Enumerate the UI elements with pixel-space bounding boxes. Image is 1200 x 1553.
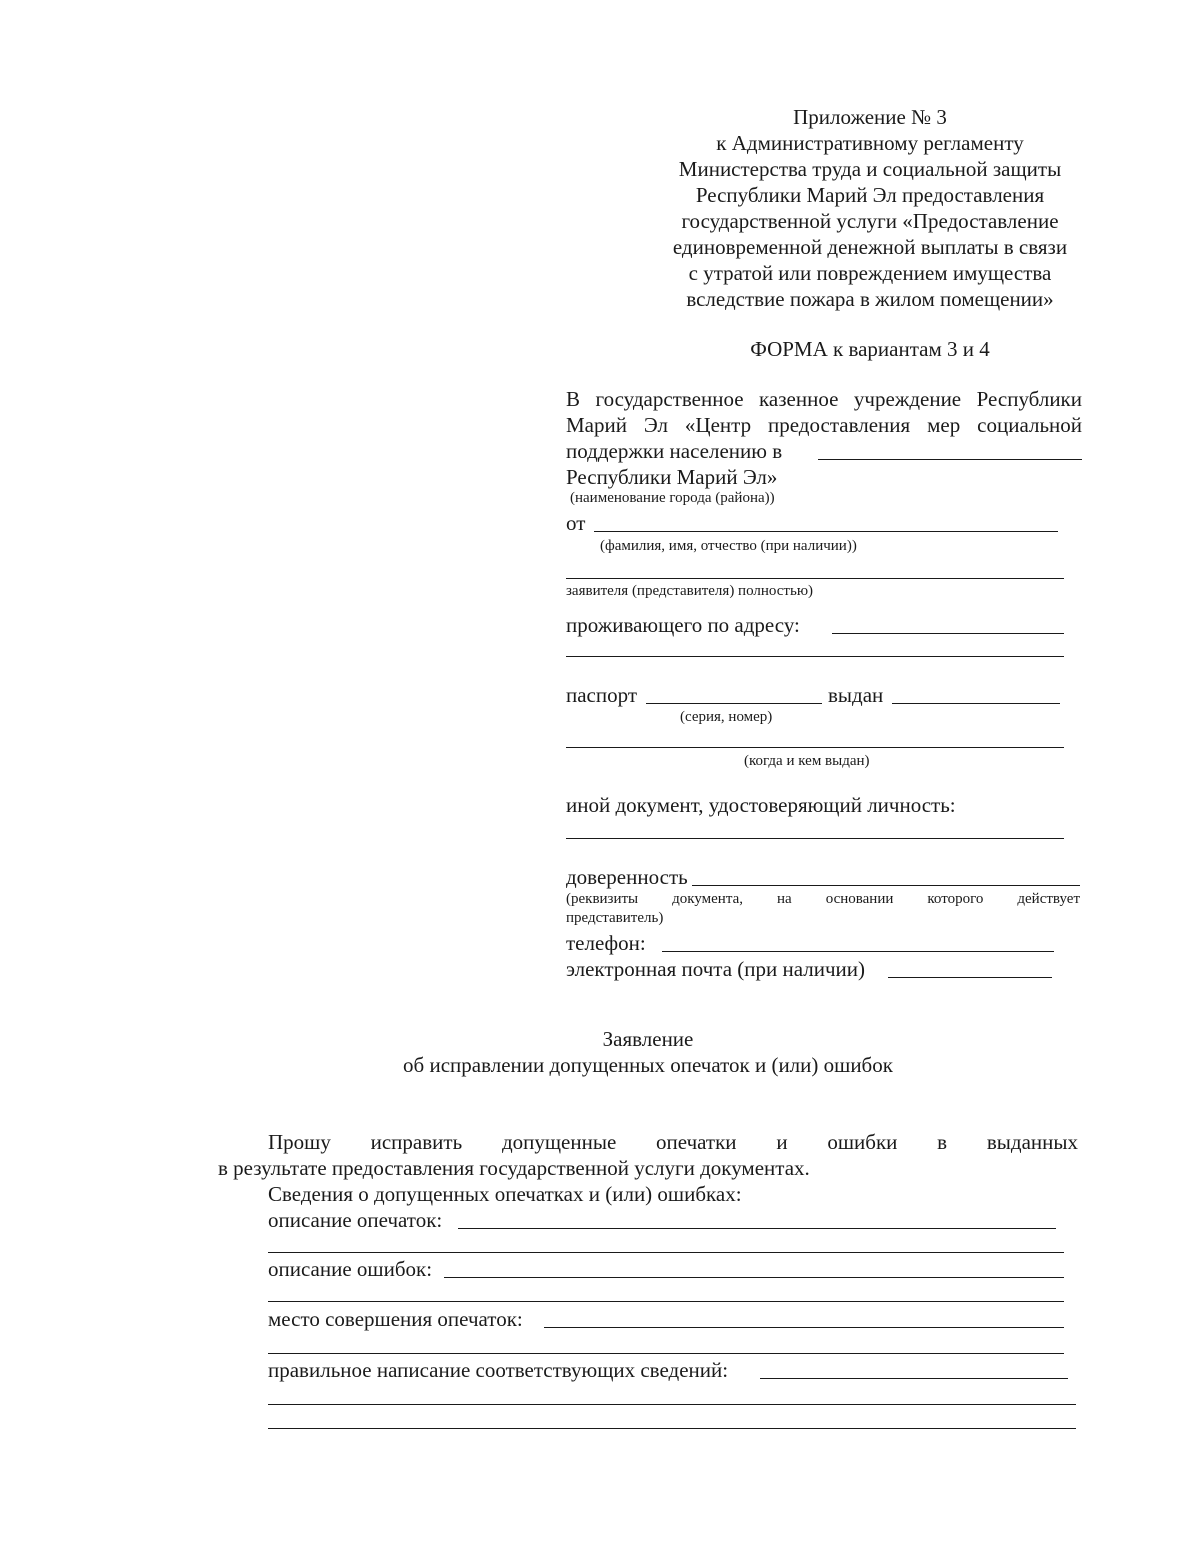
fio-caption: (фамилия, имя, отчество (при наличии)) — [600, 538, 857, 554]
other-doc-label: иной документ, удостоверяющий личность: — [566, 793, 956, 817]
errors-field-line[interactable] — [444, 1277, 1064, 1278]
when-caption: (когда и кем выдан) — [744, 753, 870, 769]
proxy-caption-2: представитель) — [566, 910, 664, 926]
phone-field-line[interactable] — [662, 951, 1054, 952]
applicant-field-line[interactable] — [566, 578, 1064, 579]
email-field-line[interactable] — [888, 977, 1052, 978]
appendix-line: государственной услуги «Предоставление — [681, 209, 1059, 233]
statement-subtitle: об исправлении допущенных опечаток и (или) ошибок — [403, 1053, 893, 1077]
body-line-2: в результате предоставления государственной услуги документах. — [218, 1156, 810, 1180]
from-label: от — [566, 511, 586, 535]
city-field-line[interactable] — [818, 459, 1082, 460]
appendix-line: к Административному регламенту — [716, 131, 1024, 155]
appendix-line: Республики Марий Эл предоставления — [695, 183, 1045, 207]
applicant-caption: заявителя (представителя) полностью) — [566, 583, 814, 599]
proxy-caption-1: (реквизиты документа, на основании которого действует — [566, 891, 1080, 907]
fio-field-line[interactable] — [594, 531, 1058, 532]
passport-issued-line[interactable] — [892, 703, 1060, 704]
correct-label: правильное написание соответствующих сведений: — [268, 1358, 729, 1382]
appendix-line: Министерства труда и социальной защиты — [678, 157, 1062, 181]
email-label: электронная почта (при наличии) — [566, 957, 865, 981]
appendix-line: с утратой или повреждением имущества — [688, 261, 1052, 285]
proxy-field-line[interactable] — [692, 885, 1080, 886]
city-caption: (наименование города (района)) — [570, 490, 775, 506]
proxy-label: доверенность — [566, 865, 688, 889]
appendix-line: единовременной денежной выплаты в связи — [672, 235, 1068, 259]
errors-field-line-2[interactable] — [268, 1301, 1064, 1302]
address-label: проживающего по адресу: — [566, 613, 800, 637]
addressee-line-4: Республики Марий Эл» — [566, 465, 778, 489]
typos-label: описание опечаток: — [268, 1208, 443, 1232]
passport-number-line[interactable] — [646, 703, 822, 704]
appendix-line: Приложение № 3 — [793, 105, 947, 129]
address-field-line[interactable] — [832, 633, 1064, 634]
phone-label: телефон: — [566, 931, 646, 955]
info-label: Сведения о допущенных опечатках и (или) ошибках: — [268, 1182, 742, 1206]
series-caption: (серия, номер) — [680, 709, 773, 725]
other-doc-line[interactable] — [566, 838, 1064, 839]
typo-place-field-line[interactable] — [544, 1327, 1064, 1328]
appendix-line: вследствие пожара в жилом помещении» — [686, 287, 1054, 311]
issued-by-line[interactable] — [566, 747, 1064, 748]
typos-field-line-2[interactable] — [268, 1252, 1064, 1253]
typo-place-label: место совершения опечаток: — [268, 1307, 523, 1331]
addressee-line-1: В государственное казенное учреждение Республики — [566, 387, 1082, 411]
statement-title: Заявление — [602, 1027, 694, 1051]
addressee-line-2: Марий Эл «Центр предоставления мер социальной — [566, 413, 1082, 437]
correct-field-line-3[interactable] — [268, 1428, 1076, 1429]
typo-place-field-line-2[interactable] — [268, 1353, 1064, 1354]
form-label: ФОРМА к вариантам 3 и 4 — [750, 337, 990, 361]
correct-field-line[interactable] — [760, 1378, 1068, 1379]
address-field-line-2[interactable] — [566, 656, 1064, 657]
addressee-line-3: поддержки населению в — [566, 439, 783, 463]
body-line-1: Прошу исправить допущенные опечатки и ошибки в выданных — [268, 1130, 1078, 1154]
issued-label: выдан — [828, 683, 884, 707]
passport-label: паспорт — [566, 683, 638, 707]
typos-field-line[interactable] — [458, 1228, 1056, 1229]
errors-label: описание ошибок: — [268, 1257, 433, 1281]
correct-field-line-2[interactable] — [268, 1404, 1076, 1405]
